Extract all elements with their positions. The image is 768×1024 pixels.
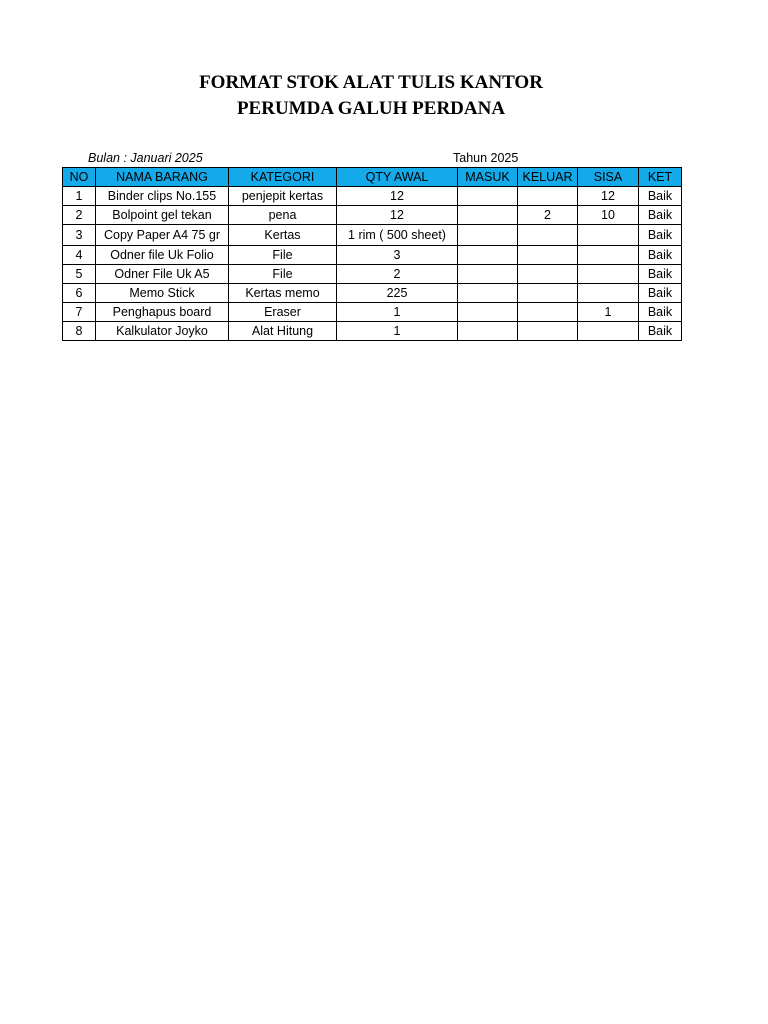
table-row bbox=[63, 225, 682, 246]
cell-masuk bbox=[458, 206, 518, 225]
cell-qty-awal: 3 bbox=[337, 246, 458, 265]
cell-keluar bbox=[518, 322, 578, 341]
cell-kategori: Kertas bbox=[229, 225, 337, 246]
cell-qty-awal: 12 bbox=[337, 187, 458, 206]
header-no: NO bbox=[63, 168, 96, 187]
header-ket: KET bbox=[639, 168, 682, 187]
cell-nama-barang: Memo Stick bbox=[96, 284, 229, 303]
cell-keluar bbox=[518, 284, 578, 303]
cell-ket: Baik bbox=[639, 284, 682, 303]
cell-ket: Baik bbox=[639, 246, 682, 265]
cell-keluar bbox=[518, 246, 578, 265]
cell-no: 4 bbox=[63, 246, 96, 265]
cell-sisa: 1 bbox=[578, 303, 639, 322]
cell-sisa: 10 bbox=[578, 206, 639, 225]
cell-kategori: Kertas memo bbox=[229, 284, 337, 303]
table-row bbox=[63, 303, 682, 322]
cell-kategori: penjepit kertas bbox=[229, 187, 337, 206]
header-sisa: SISA bbox=[578, 168, 639, 187]
document-title: FORMAT STOK ALAT TULIS KANTOR bbox=[199, 72, 543, 93]
month-label: Bulan : Januari 2025 bbox=[88, 151, 203, 165]
header-kategori: KATEGORI bbox=[229, 168, 337, 187]
cell-masuk bbox=[458, 284, 518, 303]
cell-qty-awal: 1 bbox=[337, 322, 458, 341]
cell-sisa bbox=[578, 322, 639, 341]
cell-keluar bbox=[518, 187, 578, 206]
cell-ket: Baik bbox=[639, 303, 682, 322]
cell-masuk bbox=[458, 265, 518, 284]
cell-nama-barang: Penghapus board bbox=[96, 303, 229, 322]
cell-sisa bbox=[578, 225, 639, 246]
cell-keluar bbox=[518, 225, 578, 246]
cell-no: 5 bbox=[63, 265, 96, 284]
table-row bbox=[63, 246, 682, 265]
header-keluar: KELUAR bbox=[518, 168, 578, 187]
cell-nama-barang: Kalkulator Joyko bbox=[96, 322, 229, 341]
cell-masuk bbox=[458, 246, 518, 265]
document-subtitle: PERUMDA GALUH PERDANA bbox=[236, 98, 506, 119]
cell-ket: Baik bbox=[639, 187, 682, 206]
cell-qty-awal: 2 bbox=[337, 265, 458, 284]
cell-kategori: File bbox=[229, 246, 337, 265]
cell-keluar bbox=[518, 265, 578, 284]
table-row bbox=[63, 206, 682, 225]
stock-table bbox=[62, 167, 682, 341]
cell-kategori: File bbox=[229, 265, 337, 284]
cell-no: 6 bbox=[63, 284, 96, 303]
cell-kategori: pena bbox=[229, 206, 337, 225]
cell-no: 8 bbox=[63, 322, 96, 341]
cell-no: 3 bbox=[63, 225, 96, 246]
cell-keluar: 2 bbox=[518, 206, 578, 225]
cell-no: 1 bbox=[63, 187, 96, 206]
cell-sisa bbox=[578, 246, 639, 265]
cell-ket: Baik bbox=[639, 265, 682, 284]
year-label: Tahun 2025 bbox=[453, 151, 519, 165]
cell-qty-awal: 1 bbox=[337, 303, 458, 322]
cell-nama-barang: Copy Paper A4 75 gr bbox=[96, 225, 229, 246]
cell-ket: Baik bbox=[639, 225, 682, 246]
table-row bbox=[63, 265, 682, 284]
header-nama-barang: NAMA BARANG bbox=[96, 168, 229, 187]
cell-masuk bbox=[458, 225, 518, 246]
cell-sisa: 12 bbox=[578, 187, 639, 206]
header-masuk: MASUK bbox=[458, 168, 518, 187]
cell-masuk bbox=[458, 187, 518, 206]
cell-ket: Baik bbox=[639, 322, 682, 341]
cell-qty-awal: 1 rim ( 500 sheet) bbox=[337, 225, 458, 246]
table-row bbox=[63, 284, 682, 303]
cell-qty-awal: 225 bbox=[337, 284, 458, 303]
cell-no: 7 bbox=[63, 303, 96, 322]
cell-keluar bbox=[518, 303, 578, 322]
cell-sisa bbox=[578, 284, 639, 303]
header-qty-awal: QTY AWAL bbox=[337, 168, 458, 187]
cell-nama-barang: Odner file Uk Folio bbox=[96, 246, 229, 265]
cell-no: 2 bbox=[63, 206, 96, 225]
table-row bbox=[63, 187, 682, 206]
cell-kategori: Alat Hitung bbox=[229, 322, 337, 341]
cell-nama-barang: Odner File Uk A5 bbox=[96, 265, 229, 284]
cell-kategori: Eraser bbox=[229, 303, 337, 322]
table-row bbox=[63, 322, 682, 341]
cell-masuk bbox=[458, 322, 518, 341]
table-header-row bbox=[63, 168, 682, 187]
cell-ket: Baik bbox=[639, 206, 682, 225]
cell-nama-barang: Bolpoint gel tekan bbox=[96, 206, 229, 225]
cell-qty-awal: 12 bbox=[337, 206, 458, 225]
cell-sisa bbox=[578, 265, 639, 284]
cell-nama-barang: Binder clips No.155 bbox=[96, 187, 229, 206]
cell-masuk bbox=[458, 303, 518, 322]
